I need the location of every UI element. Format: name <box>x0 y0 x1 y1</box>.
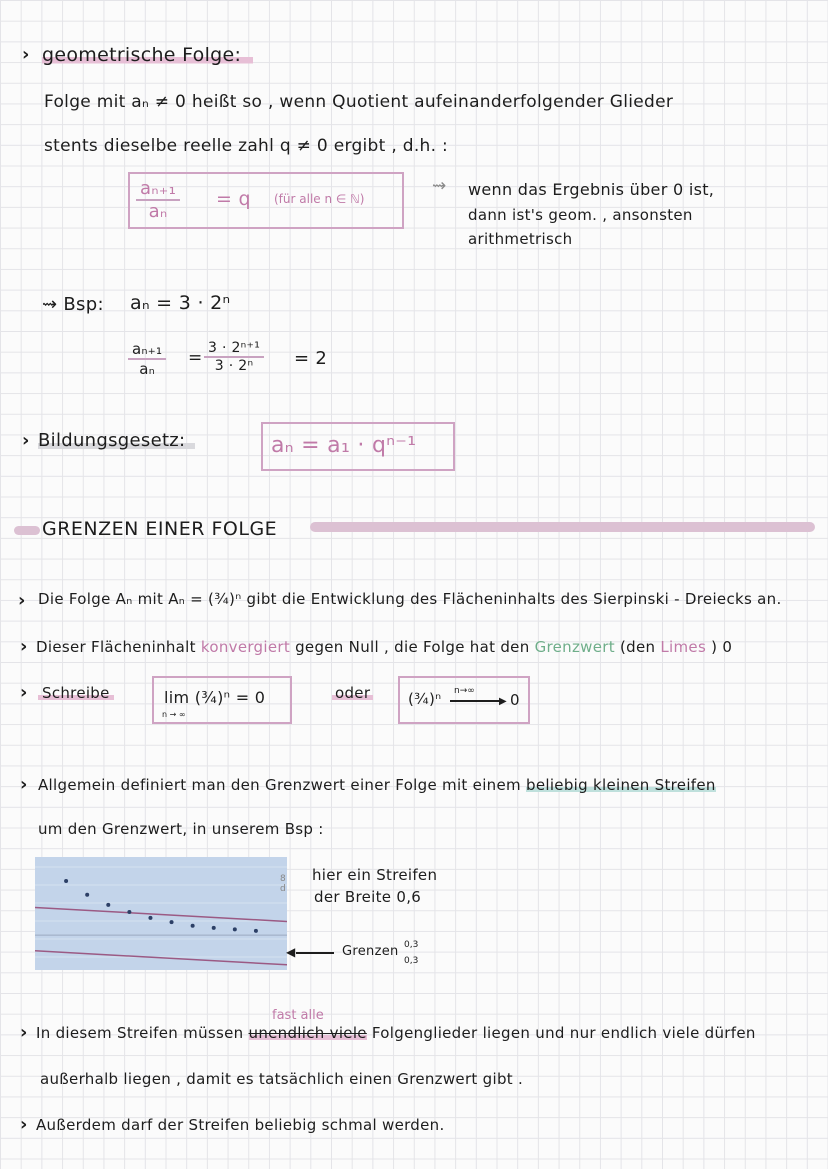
sequence-point <box>64 879 68 883</box>
bullet-marker: › <box>20 1114 28 1135</box>
paragraph-konvergiert <box>36 638 732 656</box>
grenzen-label: Grenzen <box>342 944 399 959</box>
term-limes: Limes <box>660 638 707 656</box>
grenzen-title: GRENZEN EINER FOLGE <box>42 518 278 540</box>
sequence-point <box>85 893 89 897</box>
text-segment: (den <box>619 638 656 656</box>
grenzen-limit-top <box>404 940 418 950</box>
term-unendlich-viele: unendlich viele <box>248 1024 367 1042</box>
bildungsgesetz-label: Bildungsgesetz: <box>38 430 195 451</box>
band-lower-line <box>35 951 287 965</box>
note-arrow: ⇝ <box>432 176 447 196</box>
example-fraction-1 <box>128 340 166 378</box>
arrow-formula-over: n→∞ <box>454 686 475 696</box>
band-upper-line <box>35 908 287 922</box>
grenzen-limit-bottom <box>404 956 418 966</box>
sequence-point <box>191 924 195 928</box>
bullet-marker: › <box>18 590 26 611</box>
bullet-marker: › <box>20 1022 28 1043</box>
example-label: ⇝ Bsp: <box>42 294 104 315</box>
example-numerator-2: 3 · 2ⁿ⁺¹ <box>204 340 264 358</box>
fast-alle-note: fast alle <box>272 1008 324 1023</box>
term-grenzwert: Grenzwert <box>534 638 615 656</box>
grenzen-arrow-line <box>296 952 334 954</box>
oder-label: oder <box>332 684 373 702</box>
sequence-point <box>254 929 258 933</box>
arrow-formula-arrow <box>450 700 502 702</box>
bullet-marker: › <box>20 774 28 795</box>
arrow-formula-right: 0 <box>510 691 520 709</box>
grenzen-limit-top-text: 0,3 <box>404 940 419 950</box>
quotient-numerator: aₙ₊₁ <box>136 178 180 201</box>
lim-formula-box <box>152 676 292 724</box>
sequence-point <box>212 926 216 930</box>
grenzen-arrow-head: ◀ <box>286 945 296 959</box>
bullet-marker: › <box>20 636 28 657</box>
graph-svg <box>35 857 287 970</box>
title-bar-right <box>310 522 815 532</box>
example-definition: aₙ = 3 · 2ⁿ <box>130 292 231 314</box>
bullet-marker: › <box>20 682 28 703</box>
quotient-fraction <box>136 178 180 222</box>
note-line-1: wenn das Ergebnis über 0 ist, <box>468 180 715 199</box>
lim-subscript: n → ∞ <box>162 710 186 719</box>
streifen-graph <box>35 857 287 970</box>
paragraph-streifen <box>36 1024 756 1042</box>
text-segment: Allgemein definiert man den Grenzwert einer Folge mit einem <box>38 776 521 794</box>
bildungsgesetz-box <box>261 422 455 471</box>
sequence-point <box>170 920 174 924</box>
arrow-head: ▶ <box>499 696 507 707</box>
bullet-marker: › <box>22 430 30 451</box>
term-konvergiert: konvergiert <box>200 638 291 656</box>
sequence-point <box>106 903 110 907</box>
sequence-point <box>233 927 237 931</box>
paragraph-ausserhalb: außerhalb liegen , damit es tatsächlich einen Grenzwert gibt . <box>40 1070 524 1088</box>
definition-line-1: Folge mit aₙ ≠ 0 heißt so , wenn Quotient aufeinanderfolgender Glieder <box>44 92 674 112</box>
text-segment: Folgenglieder liegen und nur endlich viele dürfen <box>371 1024 756 1042</box>
text-segment: In diesem Streifen müssen <box>36 1024 244 1042</box>
example-result: = 2 <box>294 348 328 369</box>
sequence-point <box>127 910 131 914</box>
example-numerator: aₙ₊₁ <box>128 340 166 360</box>
arrow-formula-left: (¾)ⁿ <box>408 690 442 708</box>
paragraph-allgemein <box>38 776 716 794</box>
grenzen-limit-bottom-text: 0,3 <box>404 956 419 966</box>
example-denominator-2: 3 · 2ⁿ <box>214 358 254 374</box>
note-line-2: dann ist's geom. , ansonsten <box>468 206 693 224</box>
paragraph-schmal: Außerdem darf der Streifen beliebig schmal werden. <box>36 1116 445 1134</box>
graph-edge-marks: 8 d <box>280 874 286 894</box>
graph-note-1: hier ein Streifen <box>312 866 438 884</box>
note-line-3: arithmetrisch <box>468 230 573 248</box>
sequence-point <box>148 916 152 920</box>
quotient-denominator: aₙ <box>148 201 168 222</box>
term-streifen: beliebig kleinen Streifen <box>526 776 716 794</box>
lim-formula: lim (¾)ⁿ = 0 <box>164 688 266 707</box>
quotient-formula-box <box>128 172 404 229</box>
definition-line-2: stents dieselbe reelle zahl q ≠ 0 ergibt , d.h. : <box>44 136 449 156</box>
text-segment: gegen Null , die Folge hat den <box>295 638 530 656</box>
graph-note-2: der Breite 0,6 <box>314 888 422 906</box>
example-fraction-2 <box>204 340 264 374</box>
paragraph-beispiel: um den Grenzwert, in unserem Bsp : <box>38 820 324 838</box>
example-equals: = <box>188 348 203 368</box>
text-segment: Dieser Flächeninhalt <box>36 638 196 656</box>
paragraph-sierpinski: Die Folge Aₙ mit Aₙ = (¾)ⁿ gibt die Entwicklung des Flächeninhalts des Sierpinski - Dreiecks an. <box>38 590 782 608</box>
schreibe-label: Schreibe <box>38 684 114 702</box>
bildungsgesetz-formula: aₙ = a₁ · qⁿ⁻¹ <box>271 433 417 458</box>
quotient-condition: (für alle n ∈ ℕ) <box>274 192 365 206</box>
text-segment: ) 0 <box>711 638 733 656</box>
heading-geometrische-folge: geometrische Folge: <box>42 44 253 66</box>
quotient-rhs: = q <box>216 188 251 210</box>
bullet-marker: › <box>22 44 30 65</box>
example-denominator: aₙ <box>139 360 156 378</box>
title-bar-left <box>14 526 40 535</box>
arrow-formula-box <box>398 676 530 724</box>
